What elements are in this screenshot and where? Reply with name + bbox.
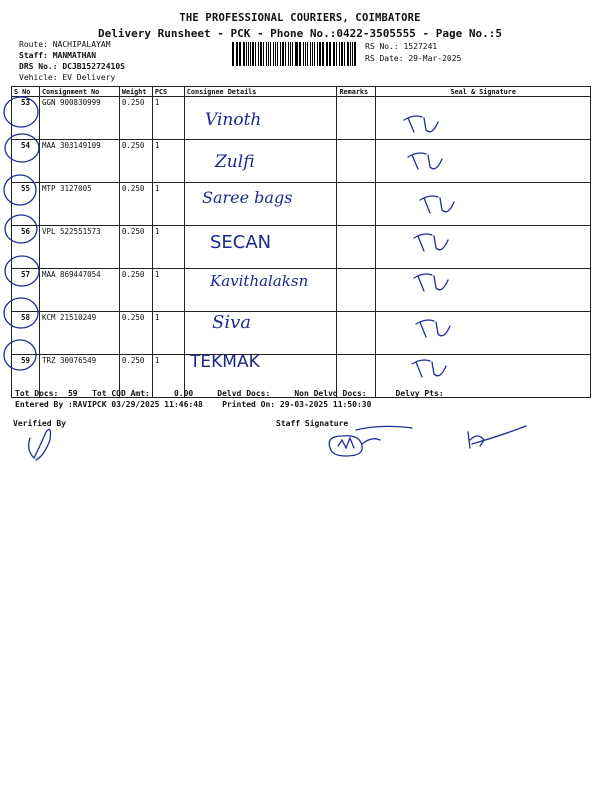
staff-label: Staff: MANMATHAN [19,51,97,60]
row-weight: 0.250 [119,355,152,398]
col-seal-signature: Seal & Signature [376,87,591,97]
row-sno: 56 [12,226,40,269]
handwritten-consignee: Vinoth [205,110,262,130]
entered-line: Entered By :RAVIPCK 03/29/2025 11:46:48 Printed On: 29-03-2025 11:50:30 [15,400,372,409]
row-consignment: MAA 303149109 [39,140,119,183]
row-consignment: MTP 3127005 [39,183,119,226]
signature-mark-54 [408,153,442,169]
signature-mark-56 [414,234,448,251]
handwritten-consignee: Siva [212,312,251,333]
row-weight: 0.250 [119,269,152,312]
company-name: THE PROFESSIONAL COURIERS, COIMBATORE [179,12,421,24]
row-weight: 0.250 [119,183,152,226]
signature-mark-58 [416,320,450,337]
staff-initials-scribble [468,426,526,448]
handwritten-consignee: Saree bags [202,188,293,207]
row-pcs: 1 [152,140,184,183]
handwritten-consignee: Zulfi [215,152,255,172]
row-sno: 53 [12,97,40,140]
signature-mark-59 [412,360,446,377]
vehicle-label: Vehicle: EV Delivery [19,73,116,82]
row-pcs: 1 [152,312,184,355]
rs-date: RS Date: 29-Mar-2025 [365,54,462,63]
row-pcs: 1 [152,355,184,398]
col-pcs: PCS [152,87,184,97]
col-remarks: Remarks [337,87,376,97]
row-sno: 58 [12,312,40,355]
row-consignment: GGN 900830999 [39,97,119,140]
serial-circle-53 [4,97,38,127]
row-pcs: 1 [152,97,184,140]
handwritten-consignee: Kavithalaksn [210,272,309,290]
row-consignment: MAA 869447054 [39,269,119,312]
row-pcs: 1 [152,269,184,312]
row-weight: 0.250 [119,226,152,269]
row-weight: 0.250 [119,312,152,355]
verified-by-label: Verified By [13,419,66,428]
serial-circle-59 [4,340,36,370]
staff-signature-scribble [329,426,412,456]
handwritten-consignee: TEKMAK [190,352,260,372]
col-consignment: Consignment No [39,87,119,97]
rs-number: RS No.: 1527241 [365,42,438,51]
signature-mark-57 [414,274,448,291]
row-consignment: VPL 522551573 [39,226,119,269]
runsheet-title: Delivery Runsheet - PCK - Phone No.:0422-3505555 - Page No.:5 [98,27,502,40]
route-label: Route: NACHIPALAYAM [19,40,111,49]
signature-mark-55 [420,196,454,213]
col-sno: S No [12,87,40,97]
row-pcs: 1 [152,226,184,269]
row-sno: 57 [12,269,40,312]
drs-number: DRS No.: DCJB15272410S [19,62,125,71]
col-consignee: Consignee Details [184,87,337,97]
col-weight: Weight [119,87,152,97]
serial-circle-58 [4,298,38,328]
row-sno: 59 [12,355,40,398]
totals-line: Tot Docs: 59 Tot COD Amt: 0.00 Delvd Docs: Non Delvd Docs: Delvy Pts: [15,389,444,398]
serial-circle-55 [4,175,36,205]
signature-mark-53 [404,116,438,132]
row-sno: 55 [12,183,40,226]
row-pcs: 1 [152,183,184,226]
row-weight: 0.250 [119,140,152,183]
verified-by-signature [29,429,51,460]
serial-circle-57 [5,256,39,286]
row-consignment: TRZ 30076549 [39,355,119,398]
handwritten-consignee: SECAN [210,232,272,253]
serial-circle-56 [5,215,37,243]
row-consignment: KCM 21510249 [39,312,119,355]
staff-signature-label: Staff Signature [276,419,349,428]
serial-circle-54 [5,134,39,162]
row-sno: 54 [12,140,40,183]
row-weight: 0.250 [119,97,152,140]
